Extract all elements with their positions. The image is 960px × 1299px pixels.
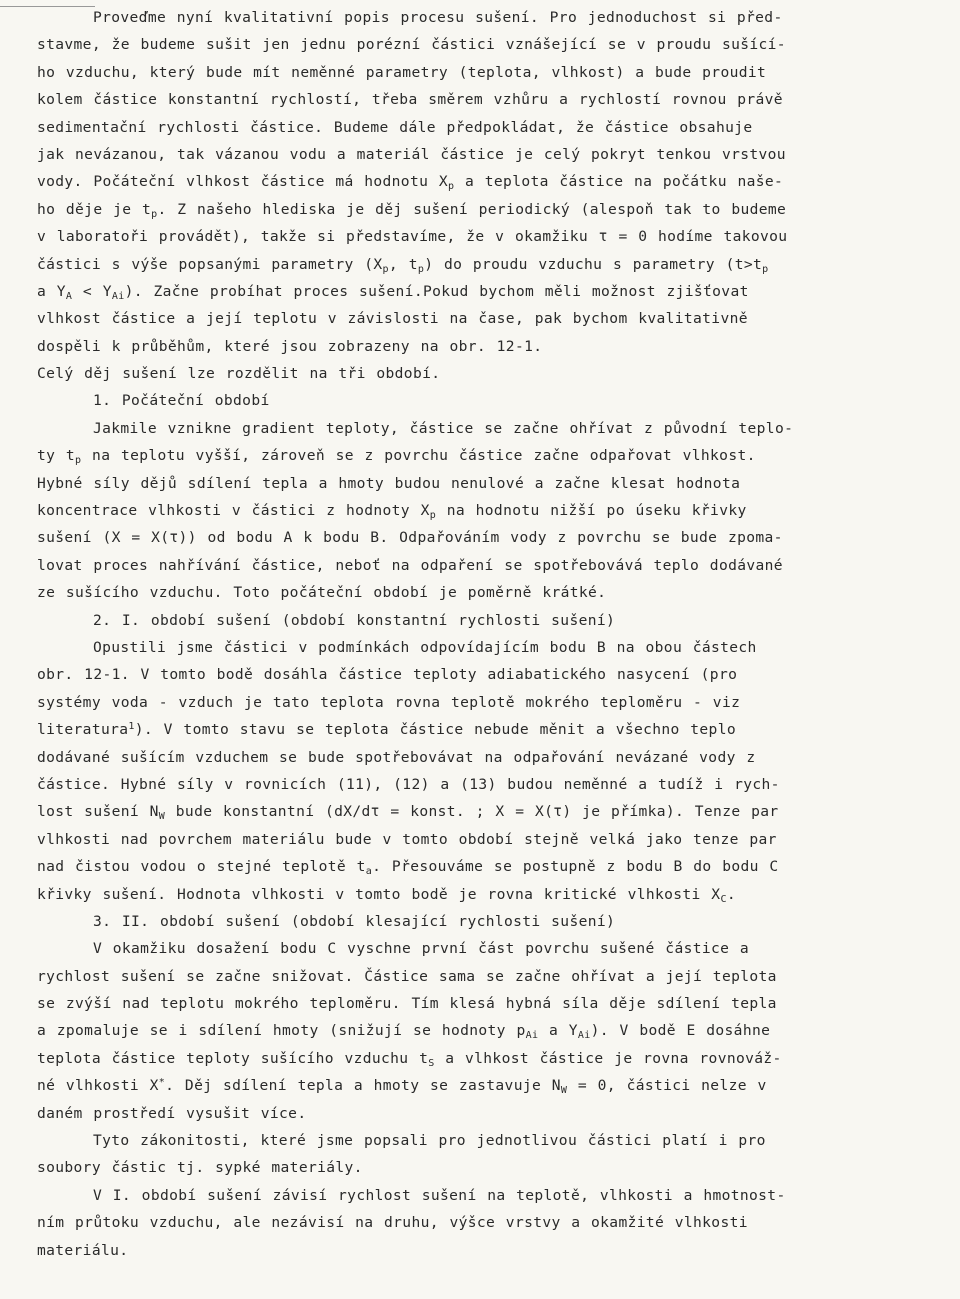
text-line xyxy=(37,634,932,661)
text-run: vody. Počáteční vlhkost částice má hodnotu X xyxy=(37,173,448,191)
subscript: p xyxy=(448,181,455,193)
text-run: rychlost sušení se začne snižovat. Částice sama se začne ohřívat a její teplota xyxy=(37,967,777,985)
text-run: ze sušícího vzduchu. Toto počáteční období je poměrně krátké. xyxy=(37,584,607,602)
subscript: C xyxy=(720,893,727,905)
text-line xyxy=(37,470,932,497)
text-run: . xyxy=(726,885,736,903)
text-run: lovat proces nahřívání částice, neboť na odpaření se spotřebovává teplo dodávané xyxy=(37,556,783,574)
text-run: = 0, částici nelze v xyxy=(567,1077,767,1095)
text-line xyxy=(37,908,932,935)
text-run: na teplotu vyšší, zároveň se z povrchu částice začne odpařovat vlhkost. xyxy=(81,447,756,465)
text-line xyxy=(37,442,932,469)
text-run: 2. I. období sušení (období konstantní rychlosti sušení) xyxy=(93,611,616,629)
text-run: bude konstantní (dX/dτ = konst. ; X = X(τ) je přímka). Tenze par xyxy=(165,803,779,821)
text-line xyxy=(37,689,932,716)
text-line xyxy=(37,360,932,387)
text-line xyxy=(37,168,932,195)
text-run: ) do proudu vzduchu s parametry (t>t xyxy=(424,255,763,273)
subscript: p xyxy=(382,263,389,275)
text-run: Celý děj sušení lze rozdělit na tři období. xyxy=(37,365,441,383)
text-line xyxy=(37,333,932,360)
text-run: V I. období sušení závisí rychlost sušení na teplotě, vlhkosti a hmotnost- xyxy=(93,1186,786,1204)
text-run: obr. 12-1. V tomto bodě dosáhla částice teploty adiabatického nasycení (pro xyxy=(37,666,738,684)
text-line xyxy=(37,1209,932,1236)
text-run: lost sušení N xyxy=(37,803,159,821)
text-line xyxy=(37,141,932,168)
text-line xyxy=(37,853,932,880)
text-run: vlhkosti nad povrchem materiálu bude v tomto období stejně velká jako tenze par xyxy=(37,830,777,848)
text-line xyxy=(37,1017,932,1044)
text-run: Tyto zákonitosti, které jsme popsali pro jednotlivou částici platí i pro xyxy=(93,1132,766,1150)
text-run: systémy voda - vzduch je tato teplota rovna teplotě mokrého teploměru - viz xyxy=(37,693,741,711)
text-run: Proveďme nyní kvalitativní popis procesu sušení. Pro jednoduchost si před- xyxy=(93,9,783,26)
text-line xyxy=(37,305,932,332)
subscript: S xyxy=(428,1057,435,1069)
subscript: A xyxy=(65,290,73,302)
text-run: Jakmile vznikne gradient teploty, částice se začne ohřívat z původní teplo- xyxy=(93,419,794,437)
text-line xyxy=(37,579,932,606)
text-run: sedimentační rychlosti částice. Budeme dále předpokládat, že částice obsahuje xyxy=(37,118,753,136)
subscript: W xyxy=(560,1085,568,1097)
text-line xyxy=(37,771,932,798)
text-line xyxy=(37,223,932,250)
text-line xyxy=(37,1045,932,1072)
text-run: V okamžiku dosažení bodu C vyschne první část povrchu sušené částice a xyxy=(93,940,750,958)
text-line xyxy=(37,497,932,524)
text-run: a zpomaluje se i sdílení hmoty (snižují se hodnoty p xyxy=(37,1022,526,1040)
text-run: křivky sušení. Hodnota vlhkosti v tomto bodě je rovna kritické vlhkosti X xyxy=(37,885,721,903)
text-run: materiálu. xyxy=(37,1241,129,1259)
text-run: ty t xyxy=(37,447,76,465)
text-run: < Y xyxy=(72,282,112,300)
text-run: , t xyxy=(388,255,418,273)
subscript: Ai xyxy=(111,290,125,302)
subscript: p xyxy=(417,263,425,275)
subscript: Ai xyxy=(525,1030,539,1042)
subscript: p xyxy=(762,263,769,275)
text-run: jak nevázanou, tak vázanou vodu a materiál částice je celý pokryt tenkou vrstvou xyxy=(37,145,786,163)
subscript: p xyxy=(429,510,437,522)
text-line xyxy=(37,744,932,771)
text-line xyxy=(37,826,932,853)
text-line xyxy=(37,524,932,551)
text-line xyxy=(37,1182,932,1209)
text-run: částici s výše popsanými parametry (X xyxy=(37,255,383,273)
text-run: ). Začne probíhat proces sušení.Pokud bychom měli možnost zjišťovat xyxy=(124,282,749,300)
text-line xyxy=(37,1072,932,1099)
text-line xyxy=(37,415,932,442)
text-run: daném prostředí vysušit více. xyxy=(37,1104,307,1122)
text-run: koncentrace vlhkosti v částici z hodnoty X xyxy=(37,502,430,520)
text-run: ). V tomto stavu se teplota částice nebude měnit a všechno teplo xyxy=(134,721,736,739)
text-line xyxy=(37,251,932,278)
text-line xyxy=(37,1237,932,1264)
text-run: . Přesouváme se postupně z bodu B do bodu C xyxy=(372,858,779,876)
text-line xyxy=(37,86,932,113)
text-line xyxy=(37,1127,932,1154)
text-run: . Z našeho hlediska je děj sušení periodický (alespoň tak to budeme xyxy=(157,200,787,218)
text-run: v laboratoři provádět), takže si představíme, že v okamžiku τ = 0 hodíme takovou xyxy=(37,228,788,246)
text-run: kolem částice konstantní rychlostí, třeba směrem vzhůru a rychlostí rovnou právě xyxy=(37,91,783,109)
text-line xyxy=(37,661,932,688)
text-line xyxy=(37,59,932,86)
text-run: Hybné síly dějů sdílení tepla a hmoty budou nenulové a začne klesat hodnota xyxy=(37,474,741,492)
text-line xyxy=(37,114,932,141)
text-run: . Děj sdílení tepla a hmoty se zastavuje N xyxy=(165,1077,561,1095)
subscript: Ai xyxy=(577,1030,591,1042)
subscript: a xyxy=(365,866,373,878)
text-line xyxy=(37,387,932,414)
text-run: a Y xyxy=(538,1022,578,1040)
text-run: a Y xyxy=(37,282,66,300)
text-run: vlhkost částice a její teplotu v závislosti na čase, pak bychom kvalitativně xyxy=(37,310,748,328)
text-run: se zvýší nad teplotu mokrého teploměru. Tím klesá hybná síla děje sdílení tepla xyxy=(37,995,777,1013)
text-run: sušení (X = X(τ)) od bodu A k bodu B. Odpařováním vody z povrchu se bude zpoma- xyxy=(37,529,783,547)
text-run: 1. Počáteční období xyxy=(93,392,270,410)
text-line xyxy=(37,1154,932,1181)
text-run: a vlhkost částice je rovna rovnováž- xyxy=(434,1049,782,1067)
text-line xyxy=(37,196,932,223)
text-line xyxy=(37,716,932,743)
text-run: teplota částice teploty sušícího vzduchu t xyxy=(37,1049,429,1067)
text-line xyxy=(37,607,932,634)
text-run: ním průtoku vzduchu, ale nezávisí na druhu, výšce vrstvy a okamžité vlhkosti xyxy=(37,1214,748,1232)
superscript: 1 xyxy=(128,721,135,733)
text-run: dodávané sušícím vzduchem se bude spotřebovávat na odpařování nevázané vody z xyxy=(37,748,756,766)
text-line xyxy=(37,31,932,58)
text-run: ho vzduchu, který bude mít neměnné parametry (teplota, vlhkost) a bude proudit xyxy=(37,63,767,81)
text-line xyxy=(37,4,932,31)
text-run: na hodnotu nižší po úseku křivky xyxy=(436,502,747,520)
superscript: * xyxy=(158,1077,166,1089)
text-line xyxy=(37,881,932,908)
text-run: Opustili jsme částici v podmínkách odpovídajícím bodu B na obou částech xyxy=(93,638,757,656)
subscript: p xyxy=(151,208,158,220)
text-run: stavme, že budeme sušit jen jednu porézní částici vznášející se v proudu sušící- xyxy=(37,36,786,54)
text-run: ho děje je t xyxy=(37,200,152,218)
subscript: p xyxy=(75,455,82,467)
text-run: literatura xyxy=(37,721,129,739)
text-line xyxy=(37,552,932,579)
text-run: né vlhkosti X xyxy=(37,1077,159,1095)
text-line xyxy=(37,798,932,825)
subscript: W xyxy=(158,811,166,823)
text-run: dospěli k průběhům, které jsou zobrazeny na obr. 12-1. xyxy=(37,337,543,355)
text-run: soubory částic tj. sypké materiály. xyxy=(37,1159,363,1177)
text-line xyxy=(37,935,932,962)
document-body xyxy=(37,4,932,1264)
text-run: a teplota částice na počátku naše- xyxy=(454,173,784,191)
text-run: ). V bodě E dosáhne xyxy=(590,1022,771,1040)
text-run: 3. II. období sušení (období klesající rychlosti sušení) xyxy=(93,912,616,930)
text-line xyxy=(37,963,932,990)
text-line xyxy=(37,278,932,305)
text-run: částice. Hybné síly v rovnicích (11), (12) a (13) budou neměnné a tudíž i rych- xyxy=(37,775,780,793)
text-run: nad čistou vodou o stejné teplotě t xyxy=(37,858,366,876)
text-line xyxy=(37,990,932,1017)
text-line xyxy=(37,1100,932,1127)
